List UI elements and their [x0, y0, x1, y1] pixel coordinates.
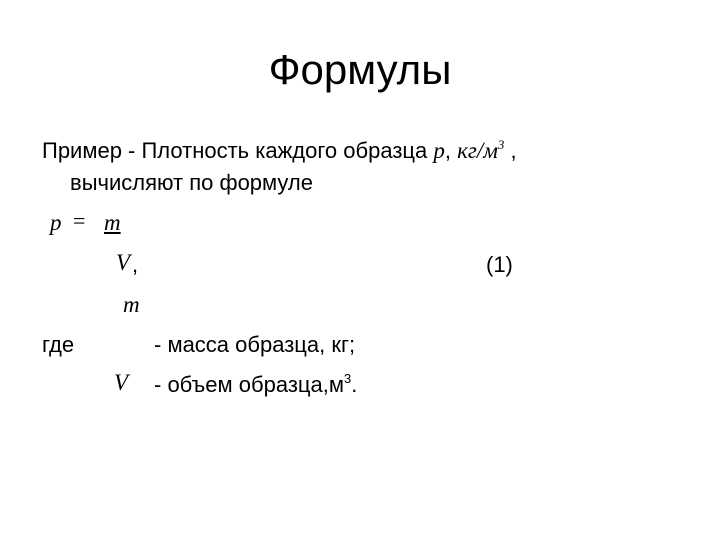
formula-denominator: V	[116, 250, 131, 275]
formula-lhs: р	[50, 210, 62, 235]
intro-prefix: Пример - Плотность каждого образца	[42, 138, 434, 163]
intro-line-1	[42, 136, 517, 166]
formula-trailing-comma: ,	[132, 252, 139, 277]
legend-m-symbol: m	[123, 292, 140, 317]
slide-title: Формулы	[268, 46, 452, 93]
intro-separator: ,	[444, 138, 458, 163]
legend-V-description	[154, 370, 357, 400]
intro-suffix: ,	[504, 138, 517, 163]
intro-unit-base: кг/м	[457, 138, 498, 163]
intro-unit-exponent: 3	[497, 137, 505, 152]
formula-equals: =	[73, 208, 86, 233]
intro-line-2: вычисляют по формуле	[70, 170, 313, 195]
legend-where: где	[42, 332, 75, 357]
intro-rho-symbol: р	[433, 138, 445, 163]
legend-m-description: - масса образца, кг;	[154, 332, 356, 357]
equation-number: (1)	[486, 252, 513, 277]
legend-V-desc-suffix: .	[351, 372, 358, 397]
intro-unit	[457, 138, 504, 163]
legend-V-desc-text: - объем образца,м	[154, 372, 344, 397]
formula-numerator: m	[104, 210, 121, 235]
legend-V-symbol: V	[114, 370, 129, 395]
legend-V-desc-exponent: 3	[344, 371, 352, 386]
